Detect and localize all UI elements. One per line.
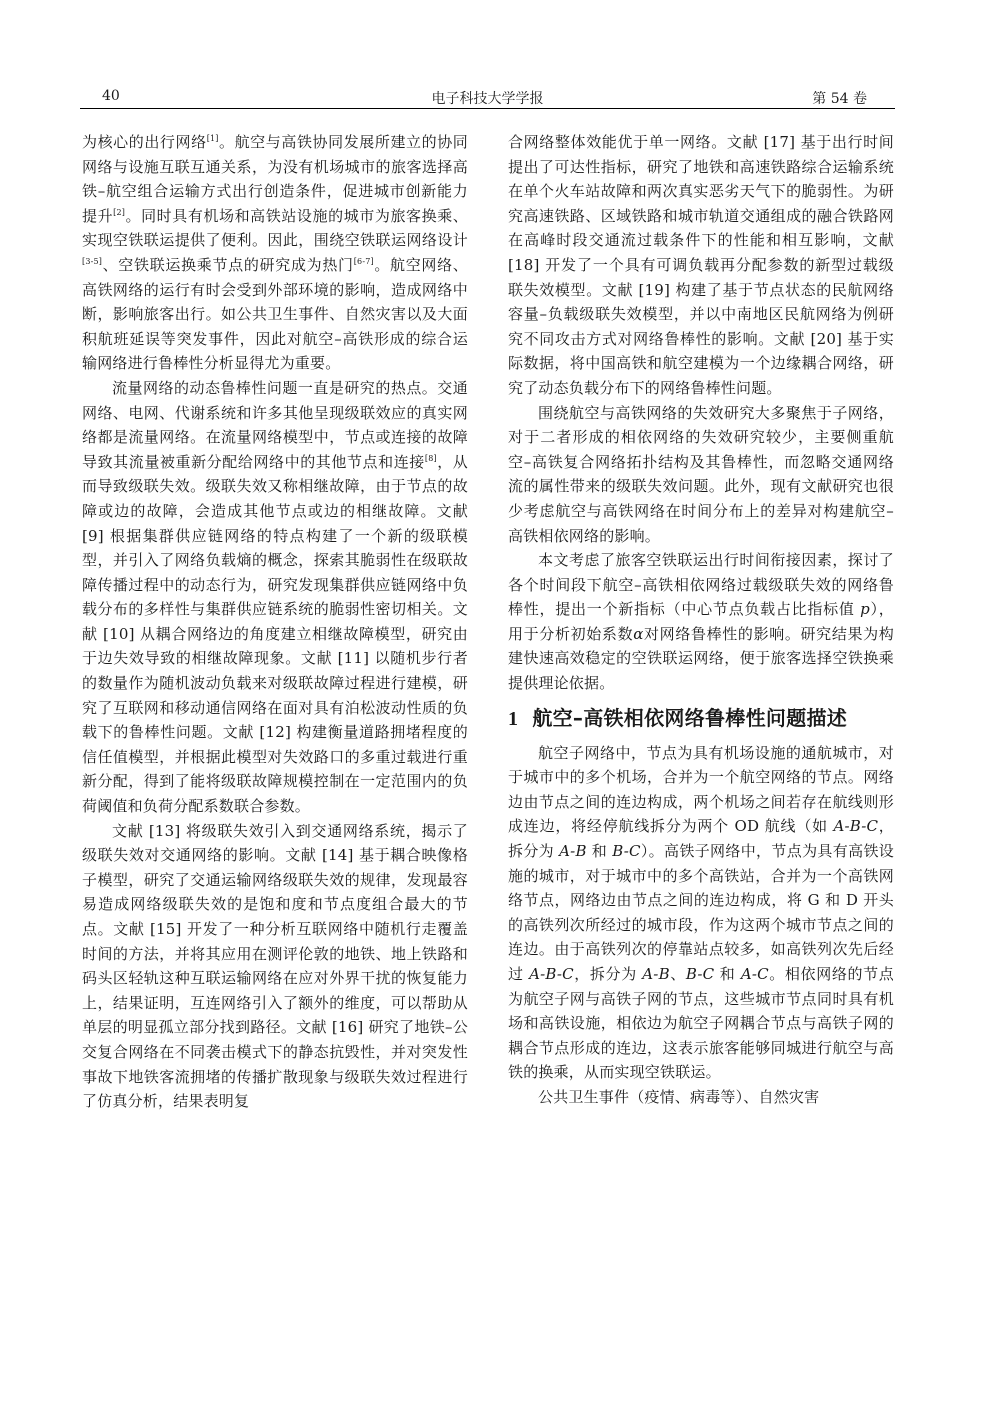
math-variable: A-B-C: [833, 817, 879, 836]
paragraph-right-4: [508, 741, 894, 1085]
text-run: ）。高铁子网络中，节点为具有高铁设施的城市，对于城市中的多个高铁站，合并为一个高铁网络节点，网络边由节点之间的连边构成，将 G 和 D 开头的高铁列次所经过的城市段，作为这两个城市节点之间的连边。由于高铁列次的停靠站点较多，如高铁列次先后经过: [508, 842, 894, 983]
citation: [6-7]: [353, 256, 374, 266]
running-header: [80, 88, 895, 109]
section-heading: [508, 703, 894, 734]
text-run: 。同时具有机场和高铁站设施的城市为旅客换乘、实现空铁联运提供了便利。因此，围绕空铁联运网络设计: [82, 206, 468, 250]
text-run: ），用于分析初始系数: [508, 600, 894, 643]
citation: [3-5]: [82, 256, 103, 266]
paragraph-right-1: 合网络整体效能优于单一网络。文献 [17] 基于出行时间提出了可达性指标，研究了地铁和高速铁路综合运输系统在单个火车站故障和两次真实恶劣天气下的脆弱性。为研究高速铁路、区域铁路和城市轨道交通组成的融合铁路网在高峰时段交通流过载条件下的性能和相互影响，文献 [18] 开发了一个具有可调负载再分配参数的新型过载级联失效模型。文献 [19] 构建了基于节点状态的民航网络容量–负载级联失效模型，并以中南地区民航网络为例研究不同攻击方式对网络鲁棒性的影响。文献 [20] 基于实际数据，将中国高铁和航空建模为一个边缘耦合网络，研究了动态负载分布下的网络鲁棒性问题。: [508, 133, 894, 397]
page-number: 40: [102, 88, 120, 104]
paragraph-left-2: [82, 376, 468, 819]
math-variable: α: [633, 624, 644, 643]
text-run: 对网络鲁棒性的影响。研究结果为构建快速高效稳定的空铁联运网络，便于旅客选择空铁换乘提供理论依据。: [508, 624, 894, 693]
section-number: 1: [508, 707, 519, 730]
right-column: [508, 130, 894, 1110]
text-run: ，拆分为: [573, 965, 643, 983]
text-run: 、: [669, 965, 686, 983]
math-variable: A-B: [642, 965, 670, 983]
text-run: 和: [714, 965, 741, 983]
text-run: 为核心的出行网络: [82, 133, 207, 151]
journal-name: 电子科技大学学报: [431, 91, 544, 107]
paragraph-right-2: 围绕航空与高铁网络的失效研究大多聚焦于子网络，对于二者形成的相依网络的失效研究较少，主要侧重航空–高铁复合网络拓扑结构及其鲁棒性，而忽略交通网络流的属性带来的级联失效问题。此外，现有文献研究也很少考虑航空与高铁网络在时间分布上的差异对构建航空–高铁相依网络的影响。: [508, 403, 894, 545]
math-variable: A-C: [740, 965, 769, 983]
citation: [1]: [206, 134, 219, 143]
text-run: 和: [586, 842, 613, 861]
text-run: 。航空与高铁协同发展所建立的协同网络与设施互联互通关系，为没有机场城市的旅客选择高铁–航空组合运输方式出行创造条件，促进城市创新能力提升: [82, 133, 468, 225]
left-column: [82, 130, 468, 1114]
text-run: 、空铁联运换乘节点的研究成为热门: [102, 255, 354, 274]
text-run: 航空子网络中，节点为具有机场设施的通航城市，对于城市中的多个机场，合并为一个航空网络的节点。网络边由节点之间的连边构成，两个机场之间若存在航线则形成连边，将经停航线拆分为两个 OD 航线（如: [508, 743, 894, 836]
paragraph-left-1: [82, 130, 468, 376]
math-variable: A-B: [559, 842, 587, 861]
text-run: ，拆分为: [508, 817, 895, 861]
math-variable: B-C: [685, 965, 715, 983]
text-run: 流量网络的动态鲁棒性问题一直是研究的热点。交通网络、电网、代谢系统和许多其他呈现级联效应的真实网络都是流量网络。在流量网络模型中，节点或连接的故障导致其流量被重新分配给网络中的其他节点和连接: [82, 378, 468, 471]
paragraph-right-5: 公共卫生事件（疫情、病毒等）、自然灾害: [538, 1087, 820, 1106]
paragraph-left-3: 文献 [13] 将级联失效引入到交通网络系统，揭示了级联失效对交通网络的影响。文献 [14] 基于耦合映像格子模型，研究了交通运输网络级联失效的规律，发现最容易造成网络级联失效的是饱和度和节点度组合最大的节点。文献 [15] 开发了一种分析互联网络中随机行走覆盖时间的方法，并将其应用在测评伦敦的地铁、地上铁路和码头区轻轨这种互联运输网络在应对外界干扰的恢复能力上，结果证明，互连网络引入了额外的维度，可以帮助从单层的明显孤立部分找到路径。文献 [16] 研究了地铁–公交复合网络在不同袭击模式下的静态抗毁性，并对突发性事故下地铁客流拥堵的传播扩散现象与级联失效过程进行了仿真分析，结果表明复: [82, 821, 468, 1111]
text-run: ，从而导致级联失效。级联失效又称相继故障，由于节点的故障或边的故障，会造成其他节点或边的相继故障。文献 [9] 根据集群供应链网络的特点构建了一个新的级联模型，并引入了网络负载熵的概念，探索其脆弱性在级联故障传播过程中的动态行为，研究发现集群供应链网络中负载分布的多样性与集群供应链系统的脆弱性密切相关。文献 [10] 从耦合网络边的角度建立相继故障模型，研究由于边失效导致的相继故障现象。文献 [11] 以随机步行者的数量作为随机波动负载来对级联故障过程进行建模，研究了互联网和移动通信网络在面对具有泊松波动性质的负载下的鲁棒性问题。文献 [12] 构建衡量道路拥堵程度的信任值模型，并根据此模型对失效路口的多重过载进行重新分配，得到了能将级联故障规模控制在一定范围内的负荷阈值和负荷分配系数联合参数。: [82, 452, 468, 816]
citation: [8]: [424, 453, 437, 463]
math-variable: B-C: [612, 842, 641, 861]
section-title: 航空–高铁相依网络鲁棒性问题描述: [532, 705, 848, 730]
text-run: 。航空网络、高铁网络的运行有时会受到外部环境的影响，造成网络中断，影响旅客出行。如公共卫生事件、自然灾害以及大面积航班延误等突发事件，因此对航空–高铁形成的综合运输网络进行鲁棒性分析显得尤为重要。: [82, 255, 469, 373]
volume-label: 第 54 卷: [812, 91, 867, 107]
text-run: 。相依网络的节点为航空子网与高铁子网的节点，这些城市节点同时具有机场和高铁设施，相依边为航空子网耦合节点与高铁子网的耦合节点形成的连边，这表示旅客能够同城进行航空与高铁的换乘，从而实现空铁联运。: [508, 965, 894, 1082]
citation: [2]: [113, 207, 126, 217]
text-run: 本文考虑了旅客空铁联运出行时间衔接因素，探讨了各个时间段下航空–高铁相依网络过载级联失效的网络鲁棒性，提出一个新指标（中心节点负载占比指标值: [508, 551, 894, 619]
paragraph-right-3: [508, 548, 894, 696]
math-variable: p: [860, 600, 870, 619]
math-variable: A-B-C: [529, 965, 574, 983]
